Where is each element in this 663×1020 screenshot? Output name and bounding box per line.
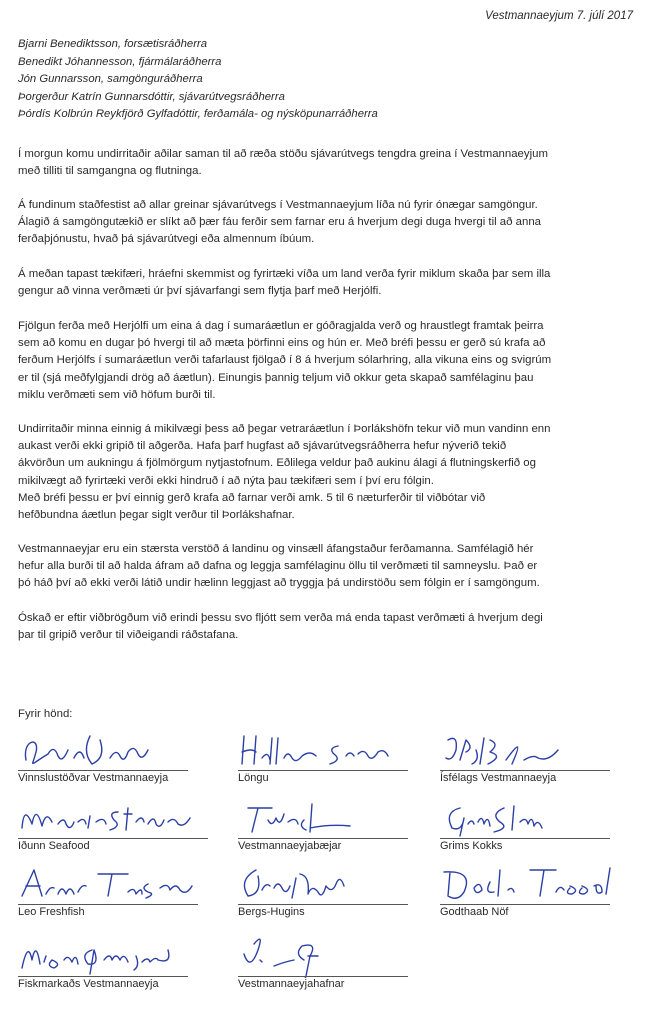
signature-line [18,904,198,905]
signatory-org: Vestmannaeyjahafnar [238,978,345,990]
recipient: Bjarni Benediktsson, forsætisráðherra [18,38,207,50]
signature-line [440,904,610,905]
signatory-org: Löngu [238,772,269,784]
signature-block [238,936,408,994]
handwritten-signature [238,936,408,978]
signature-line [18,838,208,839]
signature-block [440,730,610,788]
paragraph: Fjölgun ferða með Herjólfi um eina á dag í sumaráætlun er góðragjalda verð og hraustlegt framtak þeirra sem að komu en dugar þó hvergi til að mæta þörfinni eins og hún er. Með bréfi þessu er gerð sú krafa að ferðum Herjólfs í sumaráætlun verði tafarlaust fjölgað í 8 á hverjum sólarhring, alla vikuna eins og svigrúm er til (sjá meðfylgjandi drög að áætlun). Einungis þannig teljum við okkur geta skapað samfélaginu þau miklu verðmæti sem við höfum burði til. [18,320,552,401]
recipient: Jón Gunnarsson, samgönguráðherra [18,73,203,86]
recipient: Þorgerður Katrín Gunnarsdóttir, sjávarútvegsráðherra [18,90,285,103]
paragraph: Á meðan tapast tækifæri, hráefni skemmist og fyrirtæki víða um land verða fyrir miklum skaða þar sem illa gengur að vinna verðmæti úr því sjávarfangi sem flytja þarf með Herjólfi. [18,268,551,298]
handwritten-signature [238,864,408,906]
signatory-org: Ísfélags Vestmannaeyja [440,772,557,784]
signature-line [440,770,610,771]
signatory-org: Vestmannaeyjabæjar [238,840,342,852]
handwritten-signature [440,730,610,772]
paragraph: Í morgun komu undirritaðir aðilar saman til að ræða stöðu sjávarútvegs tengdra greina í Vestmannaeyjum með tilliti til samgangna og flutninga. [18,148,548,178]
handwritten-signature [18,730,188,772]
signatory-org: Grims Kokks [440,840,503,852]
regards-line: Fyrir hönd: [18,708,73,720]
signature-block [440,864,610,922]
signatory-org: Bergs-Hugins [238,906,305,918]
handwritten-signature [18,936,188,978]
handwritten-signature [238,798,408,840]
handwritten-signature [440,864,630,906]
signature-line [18,770,188,771]
recipient: Þórdís Kolbrún Reykfjörð Gylfadóttir, ferðamála- og nýsköpunarráðherra [18,108,378,121]
signature-line [238,904,408,905]
signature-line [238,770,408,771]
signature-block [238,730,408,788]
handwritten-signature [440,798,610,840]
signature-block [18,730,188,788]
signatory-org: Vinnslustöðvar Vestmannaeyja [18,772,169,784]
paragraph: Undirritaðir minna einnig á mikilvægi þess að þegar vetraráætlun í Þorlákshöfn tekur við mun vandinn enn aukast verði ekki gripið til aðgerða. Hafa þarf hugfast að sjávarútvegsráðherra hefur nýverið tekið ákvörðun um aukningu á fjölmörgum nytjastofnum. Eðlilega veldur það aukinu álagi á flutningskerfið og mikilvægt að fyrirtæki verði ekki hindruð í að nýta þau tækifæri sem í því eru fólgin. Með bréfi þessu er því einnig gerð krafa að farnar verði amk. 5 til 6 næturferðir til viðbótar við hefðbundna áætlun þegar siglt verður til Þorlákshafnar. [18,423,551,522]
signature-line [238,976,408,977]
paragraph: Óskað er eftir viðbrögðum við erindi þessu svo fljótt sem verða má enda tapast verðmæti á hverjum degi þar til gripið verður til viðeigandi ráðstafana. [18,612,543,642]
handwritten-signature [18,864,218,906]
recipient: Benedikt Jóhannesson, fjármálaráðherra [18,55,222,68]
paragraph: Á fundinum staðfestist að allar greinar sjávarútvegs í Vestmannaeyjum líða nú fyrir ónægar samgöngur. Álagið á samgöngutækið er slíkt að þær fáu ferðir sem farnar eru á hverjum degi duga hvergi til að anna ferðaþjónustu, hvað þá sjávarútvegi eða almennum íbúum. [18,199,541,246]
handwritten-signature [238,730,408,772]
signature-block [18,936,188,994]
handwritten-signature [18,798,218,840]
signature-line [238,838,408,839]
signature-block [238,864,408,922]
signatory-org: Leo Freshfish [18,906,85,918]
signatory-org: Fiskmarkaðs Vestmannaeyja [18,978,159,990]
paragraph: Vestmannaeyjar eru ein stærsta verstöð á landinu og vinsæll áfangstaður ferðamanna. Samfélagið hér hefur alla burði til að halda áfram að dafna og leggja samfélaginu öllu til verðmæti til samneyslu. Það er þó háð því að ekki verði látið undir hælinn leggjast að tryggja þá undirstöðu sem fólgin er í samgöngum. [18,543,540,590]
signature-line [18,976,188,977]
recipients-list [18,36,378,124]
letter-date: Vestmannaeyjum 7. júlí 2017 [485,10,633,22]
signature-line [440,838,610,839]
signatory-org: Iðunn Seafood [18,840,90,852]
signature-block [18,798,188,856]
signature-block [238,798,408,856]
signatory-org: Godthaab Nöf [440,906,509,918]
signature-block [440,798,610,856]
signature-block [18,864,188,922]
